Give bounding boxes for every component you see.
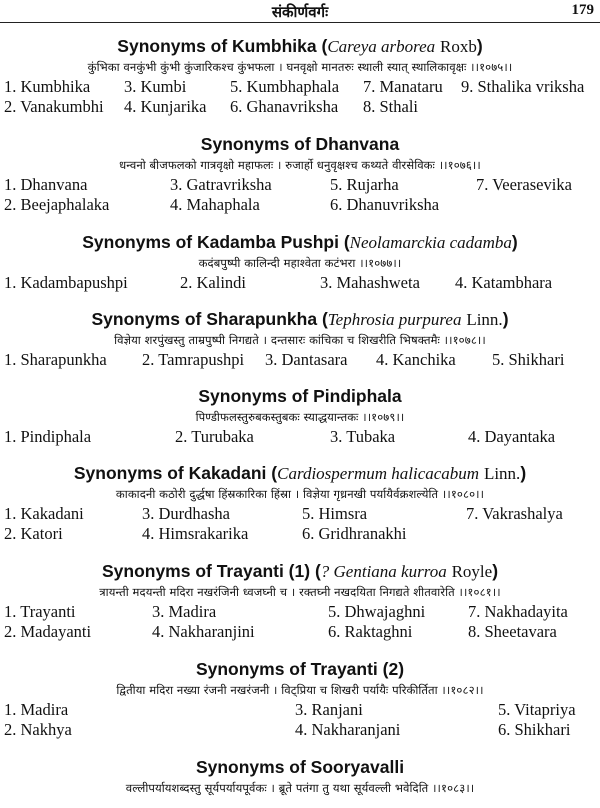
synonym-item: 3. Mahashweta [320,273,420,292]
synonym-item: 4. Mahaphala [170,195,260,214]
synonym-section [0,34,600,117]
synonym-item: 2. Madayanti [4,622,92,641]
synonym-item: 2. Vanakumbhi [4,97,104,116]
synonym-row [0,427,600,447]
synonym-item: 7. Nakhadayita [468,602,568,621]
synonym-item: 2. Beejaphalaka [4,195,110,214]
synonym-list [0,273,600,293]
synonym-section [0,657,600,740]
section-title [0,657,600,681]
synonym-row [0,195,600,215]
section-title: Synonyms of Kumbhika (Careya arborea Roxb) [117,36,483,56]
synonym-item: 5. Shikhari [492,350,565,369]
botanical-author: Linn. [483,464,521,483]
synonym-item: 7. Vakrashalya [466,504,563,523]
synonym-row [0,273,600,293]
botanical-name: Careya arborea [327,37,436,56]
section-title-text: Synonyms of Kumbhika [117,36,317,56]
synonym-item: 6. Raktaghni [328,622,413,641]
synonym-item: 6. Shikhari [498,720,571,739]
synonym-section [0,307,600,370]
synonym-row [0,622,600,642]
sanskrit-verse: काकादनी कठोरी दुर्द्धषा हिंस्रकारिका हिंस्रा । विज्ञेया गृध्रनखी पर्यायैर्वक्रशल्येति ।।१०८०।। [115,487,485,501]
synonym-row [0,602,600,622]
synonym-item: 3. Tubaka [330,427,396,446]
synonym-row [0,350,600,370]
synonym-item: 3. Kumbi [124,77,187,96]
synonym-row [0,700,600,720]
synonym-section [0,384,600,447]
botanical-author: Linn. [466,310,503,329]
botanical-name: Tephrosia purpurea [327,310,462,329]
synonym-item: 3. Ranjani [295,700,363,719]
synonym-item: 2. Turubaka [175,427,254,446]
synonym-item: 9. Sthalika vriksha [461,77,585,96]
synonym-section [0,461,600,544]
sanskrit-verse: कुंभिका वनकुंभी कुंभी कुंजारिकश्च कुंभफला । घनवृक्षो मानतरुः स्थाली स्यात् स्थालिकावृक्षः ।।१०७५।। [87,60,513,74]
section-title [0,755,600,779]
sanskrit-verse: पिण्डीफलस्तुरुबकस्तुबकः स्याद्धयान्तकः ।।१०७९।। [195,410,405,424]
section-title-text: Synonyms of Dhanvana [200,134,400,154]
synonym-row [0,504,600,524]
synonym-list [0,350,600,370]
section-title: Synonyms of Kadamba Pushpi (Neolamarckia cadamba) [82,232,518,252]
synonym-row [0,524,600,544]
synonym-row [0,175,600,195]
synonym-item: 7. Veerasevika [476,175,572,194]
synonym-item: 5. Himsra [302,504,368,523]
section-title: Synonyms of Trayanti (1) (? Gentiana kurroa Royle) [101,561,499,581]
botanical-author: Royle [451,562,493,581]
synonym-section [0,755,600,798]
synonym-item: 8. Sheetavara [468,622,557,641]
synonym-list [0,504,600,544]
section-title-text: Synonyms of Trayanti (2) [195,659,405,679]
synonym-row [0,720,600,740]
synonym-item: 2. Tamrapushpi [142,350,245,369]
synonym-item: 3. Madira [152,602,217,621]
section-title: Synonyms of Sharapunkha (Tephrosia purpurea Linn.) [91,309,509,329]
section-title-text: Synonyms of Sooryavalli [195,757,405,777]
synonym-item: 4. Nakharanjini [152,622,255,641]
botanical-name: Cardiospermum halicacabum [277,464,480,483]
botanical-name: Neolamarckia cadamba [349,233,512,252]
synonym-item: 4. Dayantaka [468,427,556,446]
synonym-item: 2. Kalindi [180,273,246,292]
page-number: 179 [571,2,594,18]
synonym-item: 6. Gridhranakhi [302,524,407,543]
synonym-item: 3. Dantasara [265,350,348,369]
section-title-text: Synonyms of Kakadani [73,463,267,483]
sanskrit-verse: त्रायन्ती मदयन्ती मदिरा नखरंजिनी ध्वजघ्नी च । रक्तघ्नी नखदयिता निगद्यते शीतवारेति ।।१०८१।। [99,585,501,599]
botanical-name: ? Gentiana kurroa [320,562,447,581]
synonym-item: 2. Katori [4,524,63,543]
synonym-item: 6. Ghanavriksha [230,97,339,116]
synonym-item: 4. Himsrakarika [142,524,249,543]
synonym-item: 4. Kunjarika [124,97,207,116]
synonym-list [0,175,600,215]
synonym-item: 2. Nakhya [4,720,72,739]
synonym-row [0,97,600,117]
section-title [0,132,600,156]
synonym-section [0,559,600,642]
synonym-item: 5. Dhwajaghni [328,602,426,621]
synonym-item: 1. Kakadani [4,504,84,523]
sanskrit-verse: विज्ञेया शरपुंखस्तु ताम्रपुष्पी निगद्यते । दन्तसारः कांचिका च शिखरीति भिषक्तमैः ।।१०७८।। [114,333,486,347]
synonym-section [0,230,600,293]
synonym-item: 5. Vitapriya [498,700,576,719]
section-title [0,384,600,408]
synonym-item: 5. Rujarha [330,175,399,194]
synonym-item: 1. Kadambapushpi [4,273,128,292]
synonym-item: 5. Kumbhaphala [230,77,340,96]
synonym-item: 6. Dhanuvriksha [330,195,440,214]
section-title-text: Synonyms of Pindiphala [198,386,402,406]
synonym-list [0,700,600,740]
synonym-item: 3. Gatravriksha [170,175,272,194]
section-title-text: Synonyms of Kadamba Pushpi [82,232,339,252]
section-title: Synonyms of Kakadani (Cardiospermum halicacabum Linn.) [73,463,527,483]
section-title-text: Synonyms of Trayanti (1) [101,561,311,581]
synonym-item: 1. Sharapunkha [4,350,107,369]
synonym-item: 8. Sthali [363,97,419,116]
sanskrit-verse: कदंबपुष्पी कालिन्दी महाश्वेता कटंभरा ।।१०७७।। [198,256,402,270]
synonym-list [0,77,600,117]
synonym-item: 4. Kanchika [376,350,456,369]
sanskrit-verse: वल्लीपर्यायशब्दस्तु सूर्यपर्यायपूर्वकः । ब्रूते पतंगा तु यथा सूर्यवल्ली भवेदिति ।।१०८३।। [125,781,475,795]
chapter-title: संकीर्णवर्गः [271,5,329,21]
sanskrit-verse: धन्वनो बीजफलको गात्रवृक्षो महाफलः । रुजार्हो धनुवृक्षश्च कथ्यते वीरसेविकः ।।१०७६।। [119,158,481,172]
page-header [0,0,600,23]
synonym-list [0,427,600,447]
synonym-item: 4. Nakharanjani [295,720,401,739]
synonym-item: 1. Trayanti [4,602,76,621]
synonym-section [0,132,600,215]
synonym-list [0,602,600,642]
synonym-item: 1. Madira [4,700,69,719]
synonym-item: 3. Durdhasha [142,504,230,523]
synonym-item: 1. Pindiphala [4,427,92,446]
sanskrit-verse: द्वितीया मदिरा नख्या रंजनी नखरंजनी । विट्प्रिया च शिखरी पर्यायैः परिकीर्तिता ।।१०८२।। [116,683,484,697]
synonym-row [0,77,600,97]
synonym-item: 7. Manataru [363,77,443,96]
synonym-item: 1. Kumbhika [4,77,91,96]
synonym-item: 4. Katambhara [455,273,553,292]
botanical-author: Roxb [440,37,477,56]
synonym-item: 1. Dhanvana [4,175,88,194]
section-title-text: Synonyms of Sharapunkha [91,309,318,329]
